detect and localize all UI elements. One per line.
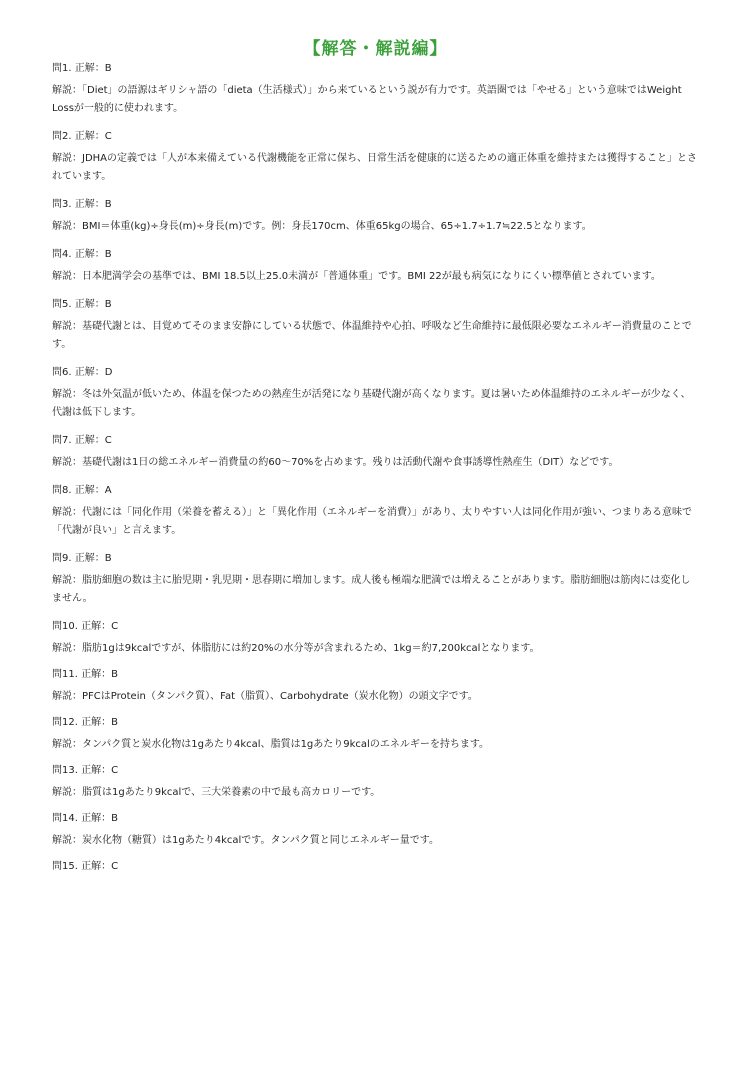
explanation-text: 解説：基礎代謝とは、目覚めてそのまま安静にしている状態で、体温維持や心拍、呼吸など生命維持に最低限必要なエネルギー消費量のことです。	[52, 321, 692, 350]
explanation-text: 解説：炭水化物（糖質）は1gあたり4kcalです。タンパク質と同じエネルギー量です。	[52, 835, 439, 846]
question-answer-label: 問14. 正解：B	[52, 813, 118, 824]
answer-item-7	[52, 434, 699, 484]
explanation-text: 解説：JDHAの定義では「人が本来備えている代謝機能を正常に保ち、日常生活を健康的に送るための適正体重を維持または獲得すること」とされています。	[52, 153, 698, 182]
question-answer-label: 問5. 正解：B	[52, 299, 112, 310]
question-answer-label: 問10. 正解：C	[52, 621, 119, 632]
explanation-text: 解説：脂肪1gは9kcalですが、体脂肪には約20%の水分等が含まれるため、1kg＝約7,200kcalとなります。	[52, 643, 540, 654]
explanation-text: 解説：BMI＝体重(kg)÷身長(m)÷身長(m)です。例：身長170cm、体重65kgの場合、65÷1.7÷1.7≒22.5となります。	[52, 221, 592, 232]
answer-item-5	[52, 298, 699, 366]
question-answer-label: 問15. 正解：C	[52, 861, 119, 872]
question-answer-label: 問4. 正解：B	[52, 249, 112, 260]
explanation-text: 解説：基礎代謝は1日の総エネルギー消費量の約60〜70%を占めます。残りは活動代謝や食事誘導性熱産生（DIT）などです。	[52, 457, 619, 468]
question-answer-label: 問11. 正解：B	[52, 669, 118, 680]
explanation-text: 解説：脂質は1gあたり9kcalで、三大栄養素の中で最も高カロリーです。	[52, 787, 381, 798]
question-answer-label: 問8. 正解：A	[52, 485, 112, 496]
answer-item-9	[52, 552, 699, 620]
question-answer-label: 問13. 正解：C	[52, 765, 119, 776]
explanation-text: 解説：脂肪細胞の数は主に胎児期・乳児期・思春期に増加します。成人後も極端な肥満では増えることがあります。脂肪細胞は筋肉には変化しません。	[52, 575, 691, 604]
answer-item-3	[52, 198, 699, 248]
question-answer-label: 問6. 正解：D	[52, 367, 113, 378]
answer-item-6	[52, 366, 699, 434]
answer-item-12	[52, 716, 699, 764]
answer-item-15	[52, 860, 699, 873]
explanation-text: 解説：日本肥満学会の基準では、BMI 18.5以上25.0未満が「普通体重」です。BMI 22が最も病気になりにくい標準値とされています。	[52, 271, 661, 282]
answer-item-2	[52, 130, 699, 198]
explanation-text: 解説：「Diet」の語源はギリシャ語の「dieta（生活様式）」から来ているという説が有力です。英語圏では「やせる」という意味ではWeight Lossが一般的に使われます。	[52, 85, 682, 114]
page-title: 【解答・解説編】	[303, 39, 448, 59]
answer-item-13	[52, 764, 699, 812]
answer-item-10	[52, 620, 699, 668]
explanation-text: 解説：PFCはProtein（タンパク質）、Fat（脂質）、Carbohydrate（炭水化物）の頭文字です。	[52, 691, 478, 702]
answer-item-4	[52, 248, 699, 298]
question-answer-label: 問9. 正解：B	[52, 553, 112, 564]
explanation-text: 解説：冬は外気温が低いため、体温を保つための熱産生が活発になり基礎代謝が高くなります。夏は暑いため体温維持のエネルギーが少なく、代謝は低下します。	[52, 389, 691, 418]
question-answer-label: 問7. 正解：C	[52, 435, 112, 446]
question-answer-label: 問2. 正解：C	[52, 131, 112, 142]
explanation-text: 解説：代謝には「同化作用（栄養を蓄える）」と「異化作用（エネルギーを消費）」があり、太りやすい人は同化作用が強い、つまりある意味で「代謝が良い」と言えます。	[52, 507, 692, 536]
answer-item-11	[52, 668, 699, 716]
question-answer-label: 問3. 正解：B	[52, 199, 112, 210]
answer-item-14	[52, 812, 699, 860]
answer-list	[52, 62, 699, 873]
question-answer-label: 問12. 正解：B	[52, 717, 118, 728]
answer-item-8	[52, 484, 699, 552]
answer-item-1	[52, 62, 699, 130]
explanation-text: 解説：タンパク質と炭水化物は1gあたり4kcal、脂質は1gあたり9kcalのエネルギーを持ちます。	[52, 739, 490, 750]
question-answer-label: 問1. 正解：B	[52, 63, 112, 74]
